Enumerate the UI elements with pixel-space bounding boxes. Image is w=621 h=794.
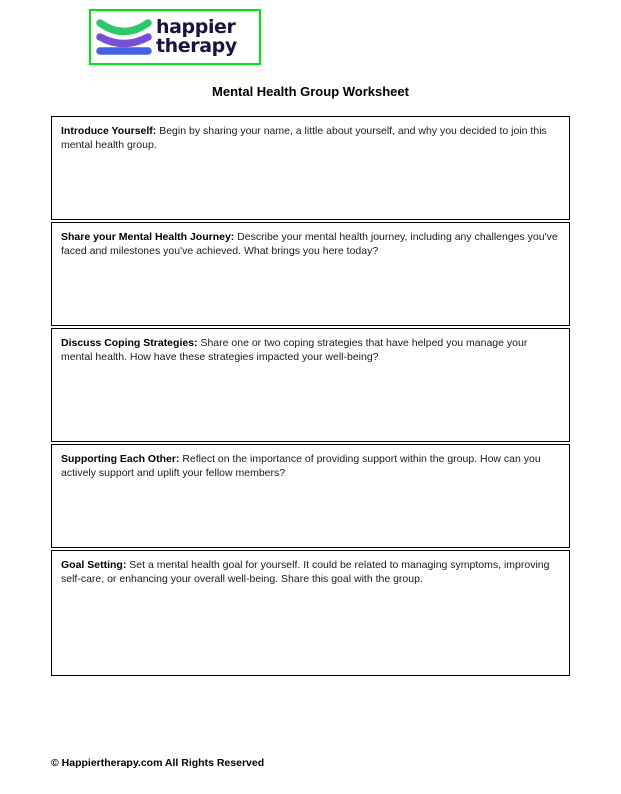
section-prompt-text: Share one or two coping strategies that have helped you manage your mental health. How have these strategies impacted your well-being? <box>61 337 528 363</box>
worksheet-section-share-journey[interactable] <box>51 222 570 326</box>
worksheet-section-goal-setting[interactable] <box>51 550 570 676</box>
section-label: Introduce Yourself: <box>61 125 157 137</box>
worksheet-body <box>51 116 570 678</box>
section-prompt-text: Describe your mental health journey, including any challenges you've faced and milestones you've achieved. What brings you here today? <box>61 231 558 257</box>
section-prompt <box>61 336 560 364</box>
section-prompt <box>61 124 560 152</box>
section-prompt-text: Begin by sharing your name, a little about yourself, and why you decided to join this mental health group. <box>61 125 547 151</box>
footer-copyright: © Happiertherapy.com All Rights Reserved <box>51 757 265 769</box>
section-label: Goal Setting: <box>61 559 127 571</box>
brand-logo <box>89 9 261 65</box>
three-wave-bars-icon <box>95 14 153 60</box>
section-prompt <box>61 558 560 586</box>
section-prompt <box>61 452 560 480</box>
worksheet-section-introduce-yourself[interactable] <box>51 116 570 220</box>
section-label: Supporting Each Other: <box>61 453 180 465</box>
brand-wordmark-line1: happier <box>156 16 236 38</box>
brand-wordmark <box>156 18 237 56</box>
brand-wordmark-line2: therapy <box>156 35 237 57</box>
section-label: Discuss Coping Strategies: <box>61 337 198 349</box>
section-label: Share your Mental Health Journey: <box>61 231 235 243</box>
section-prompt-text: Set a mental health goal for yourself. It could be related to managing symptoms, improving self-care, or enhancing your overall well-being. Share this goal with the group. <box>61 559 550 585</box>
section-prompt-text: Reflect on the importance of providing support within the group. How can you actively support and uplift your fellow members? <box>61 453 541 479</box>
page-title: Mental Health Group Worksheet <box>212 84 409 99</box>
worksheet-section-supporting-each-other[interactable] <box>51 444 570 548</box>
worksheet-section-coping-strategies[interactable] <box>51 328 570 442</box>
section-prompt <box>61 230 560 258</box>
